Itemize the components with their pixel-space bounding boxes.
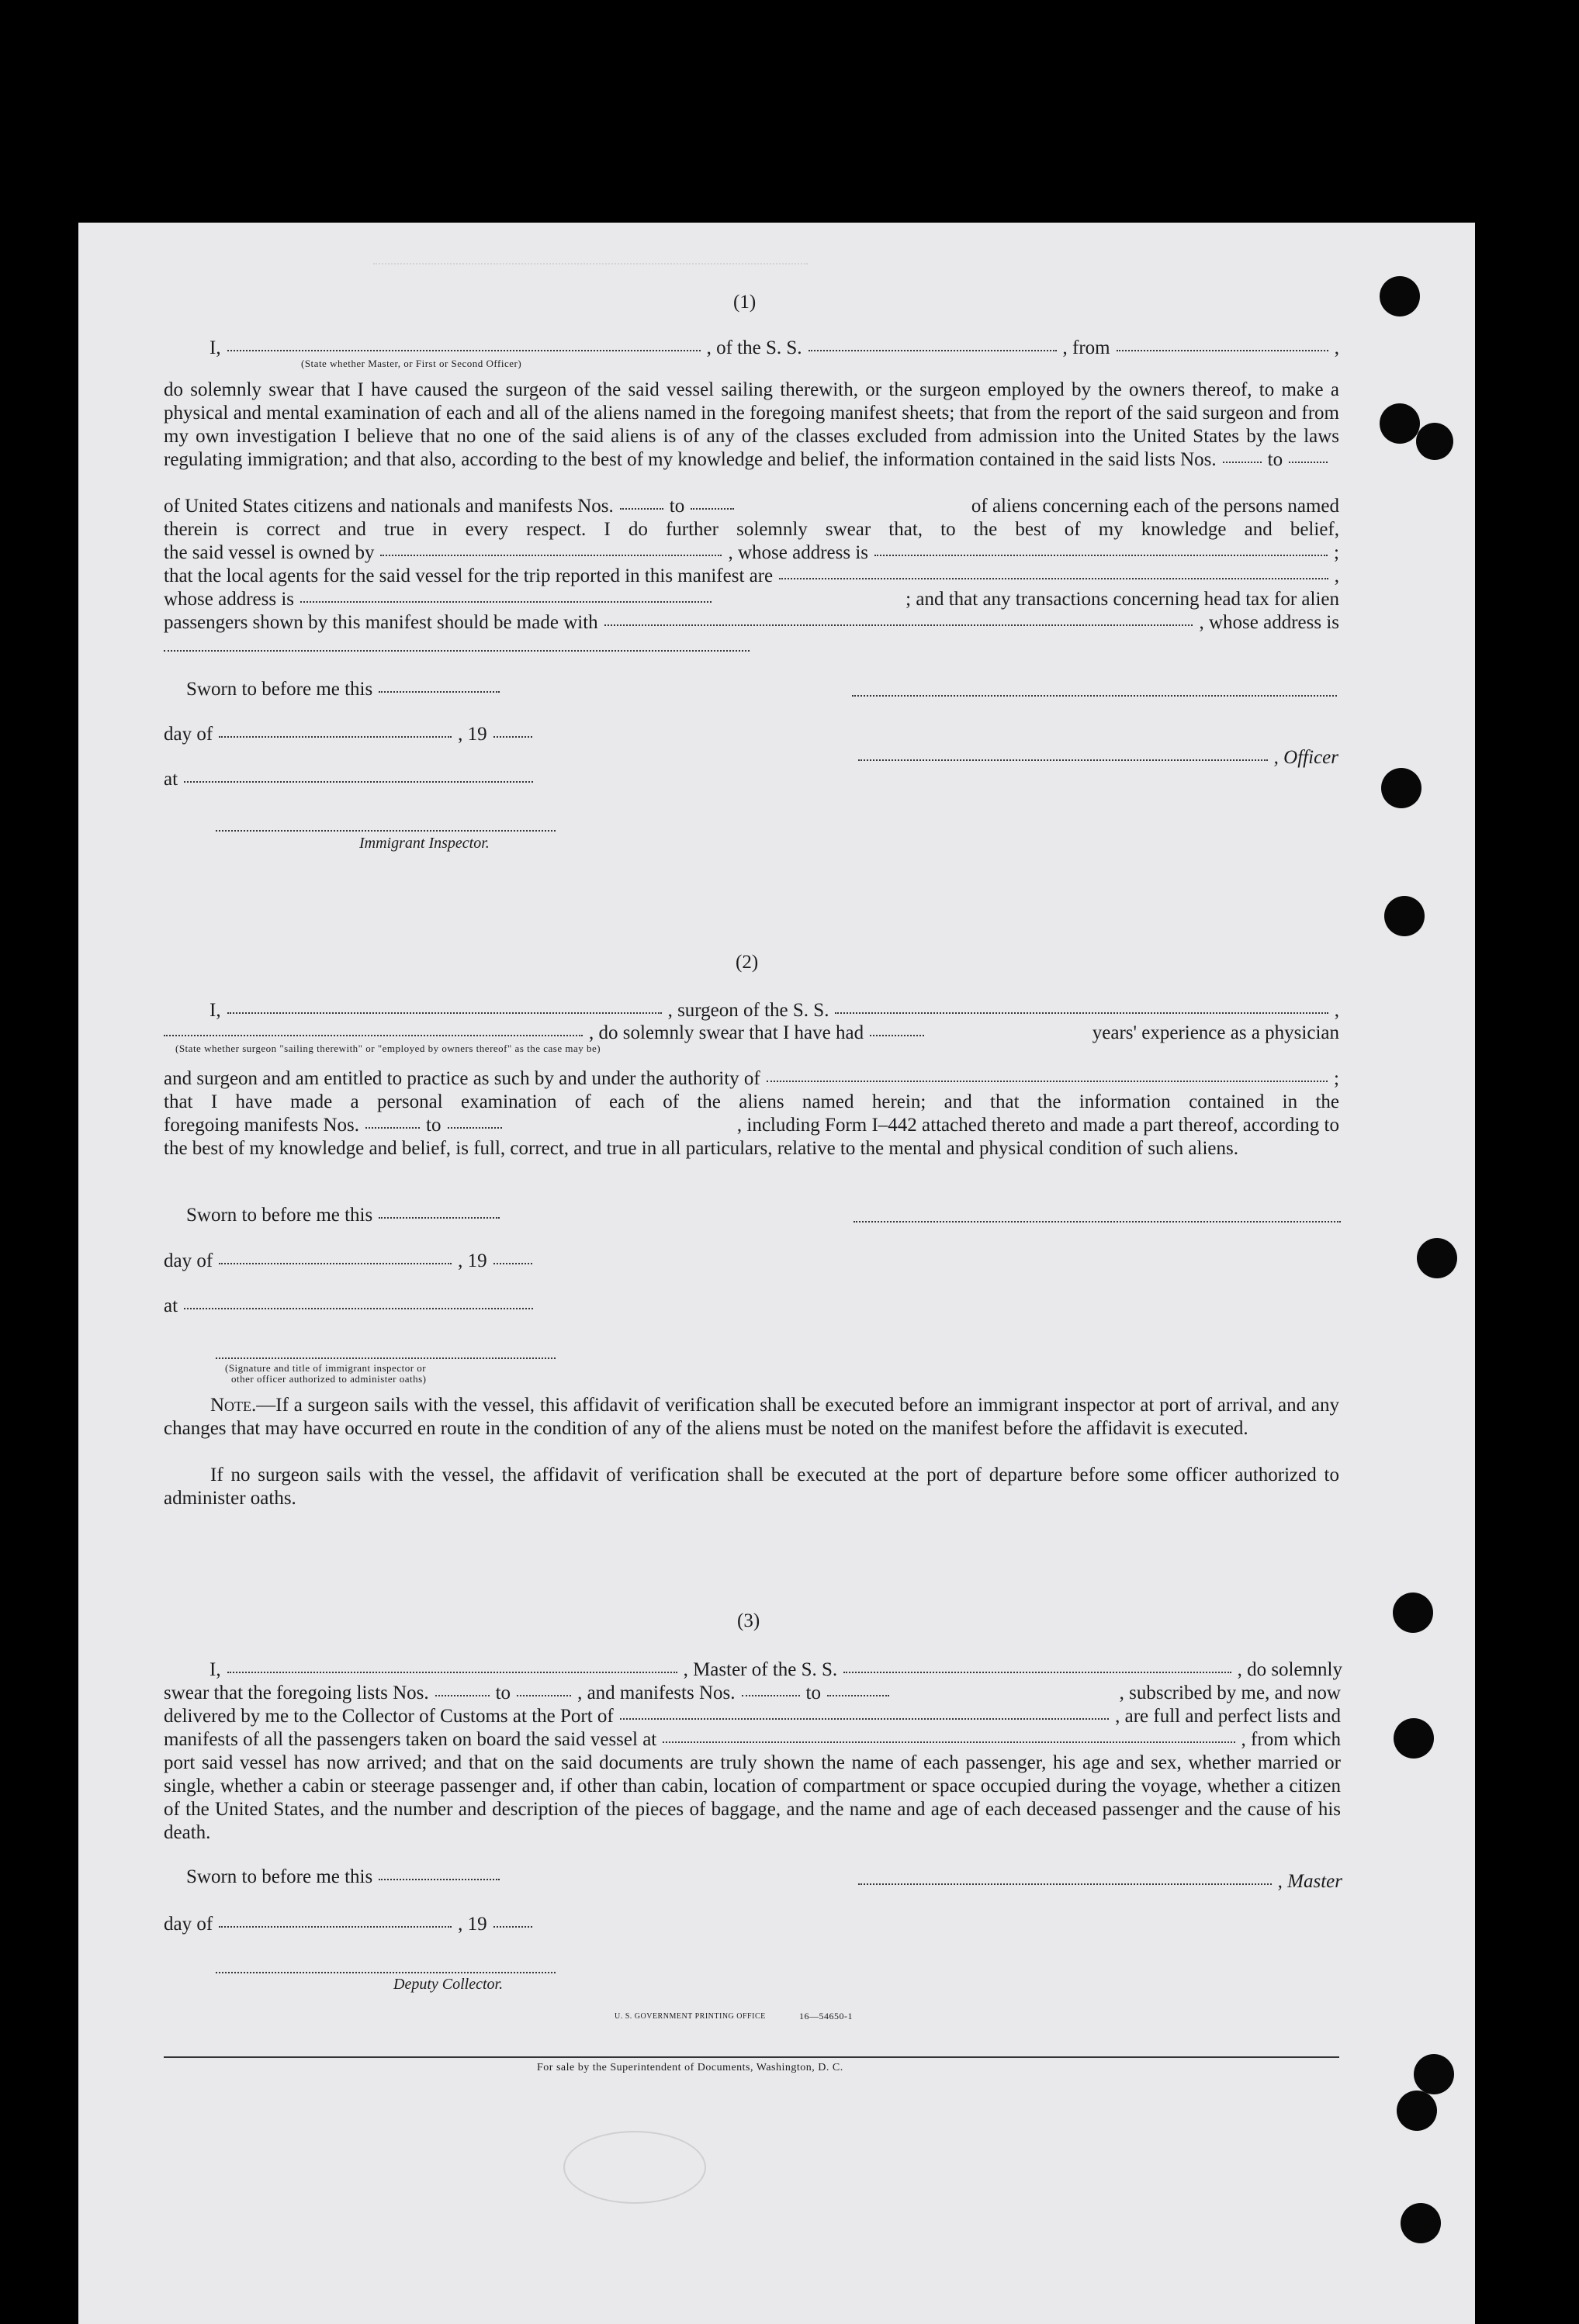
manifests-from-field[interactable]: [742, 1695, 800, 1696]
at-label: at: [164, 769, 178, 790]
surgeon-note-paragraph: [164, 1394, 1339, 1440]
comma: ,: [1334, 565, 1339, 586]
foregoing-label: foregoing manifests Nos.: [164, 1115, 360, 1136]
head-tax-address-field[interactable]: [164, 650, 750, 652]
manifest-from-field[interactable]: [620, 508, 663, 510]
manifest-to-field[interactable]: [691, 508, 734, 510]
years-label: years' experience as a physician: [1092, 1022, 1339, 1043]
signature-note-1: (Signature and title of immigrant inspector or: [225, 1362, 427, 1374]
master-vessel-field[interactable]: [843, 1672, 1231, 1673]
semicolon: ;: [1334, 1068, 1339, 1089]
administering-officer-signature-field[interactable]: [216, 1357, 556, 1359]
whose-address-label: whose address is: [164, 589, 295, 610]
whose-address-label: , whose address is: [1199, 612, 1339, 633]
list-from-field[interactable]: [1223, 462, 1262, 463]
sworn-day-field[interactable]: [379, 691, 500, 693]
solemnly-label: , do solemnly swear that I have had: [589, 1022, 864, 1043]
section-3-number: (3): [737, 1610, 760, 1631]
to-label: to: [805, 1682, 821, 1703]
sworn-day-field[interactable]: [379, 1217, 500, 1219]
years-field[interactable]: [870, 1035, 924, 1036]
note-label: Note.: [210, 1395, 257, 1416]
officer-label: , Officer: [1273, 747, 1338, 768]
sworn-line-1: [186, 678, 506, 701]
semicolon: ;: [1334, 542, 1339, 563]
head-tax-party-field[interactable]: [604, 624, 1193, 626]
month-field[interactable]: [219, 1263, 452, 1264]
local-agents-line: [164, 565, 1339, 588]
surgeon-line: [209, 999, 1339, 1022]
authority-label: and surgeon and am entitled to practice as such by and under the authority of: [164, 1068, 760, 1089]
lists-from-field[interactable]: [435, 1695, 490, 1696]
passengers-shown-label: passengers shown by this manifest should be made with: [164, 612, 598, 633]
binder-hole-icon: [1394, 1718, 1434, 1759]
year-field[interactable]: [493, 736, 532, 738]
section-1-paragraph-a: do solemnly swear that I have caused the surgeon of the said vessel sailing therewith, or the surgeon employed by the owners thereof, to make a physical and mental examination of each and all of the aliens named in the foregoing manifest sheets; that from the report of the said surgeon and from my own investigation I believe that no one of the said aliens is of any of the classes excluded from admission into the United States by the laws regulating immigration; and that also, according to the best of my knowledge and belief, the information contained in the said lists Nos. to: [164, 379, 1339, 470]
owner-field[interactable]: [380, 555, 722, 556]
sworn-line-2: [186, 1204, 506, 1227]
binder-hole-icon: [1380, 403, 1420, 444]
officer-note: (State whether Master, or First or Second Officer): [301, 358, 522, 369]
master-of-label: , Master of the S. S.: [683, 1659, 838, 1680]
section-1-number: (1): [733, 292, 757, 313]
i-label: I,: [209, 337, 221, 358]
section-2-paragraph-a: that I have made a personal examination of each of the aliens named herein; and that the information contained in the: [164, 1091, 1339, 1112]
master-line: [209, 1658, 1342, 1682]
authority-line: [164, 1067, 1339, 1091]
sworn-label: Sworn to before me this: [186, 679, 373, 700]
deputy-caption: Deputy Collector.: [393, 1976, 504, 1993]
passengers-shown-line: [164, 611, 1339, 635]
departure-port-field[interactable]: [663, 1741, 1234, 1743]
surgeon-of-label: , surgeon of the S. S.: [667, 1000, 829, 1021]
local-agents-field[interactable]: [779, 578, 1328, 579]
from-which-label: , from which: [1241, 1729, 1341, 1750]
binder-hole-icon: [1416, 423, 1453, 460]
head-tax-label: ; and that any transactions concerning head tax for alien: [906, 589, 1339, 610]
sworn-label: Sworn to before me this: [186, 1866, 373, 1887]
comma: ,: [1334, 337, 1339, 358]
full-perfect-label: , are full and perfect lists and: [1115, 1706, 1341, 1727]
list-to-field[interactable]: [1289, 462, 1328, 463]
surgeon-note: (State whether surgeon "sailing therewith" or "employed by owners thereof" as the case may be): [175, 1043, 601, 1054]
local-agents-label: that the local agents for the said vessel for the trip reported in this manifest are: [164, 565, 774, 586]
at-line-2: [164, 1295, 539, 1318]
from-label: , from: [1062, 337, 1110, 358]
gpo-imprint: U. S. GOVERNMENT PRINTING OFFICE: [615, 2012, 766, 2021]
and-manifests-label: , and manifests Nos.: [577, 1682, 736, 1703]
authority-field[interactable]: [767, 1081, 1328, 1082]
bleed-through-mark: [373, 263, 808, 280]
binder-hole-icon: [1380, 276, 1420, 316]
at-label: at: [164, 1295, 178, 1316]
to-label: to: [426, 1115, 441, 1136]
vessel-name-field[interactable]: [809, 350, 1057, 351]
swear-lists-label: swear that the foregoing lists Nos.: [164, 1682, 429, 1703]
of-ss-label: , of the S. S.: [706, 337, 802, 358]
manifests-of-all-label: manifests of all the passengers taken on board the said vessel at: [164, 1729, 657, 1750]
master-signature-field[interactable]: [858, 1883, 1272, 1885]
binder-hole-icon: [1397, 2091, 1437, 2131]
day-of-label: day of: [164, 1914, 213, 1935]
binder-hole-icon: [1393, 1593, 1433, 1633]
day-of-label: day of: [164, 1250, 213, 1271]
note-text: —If a surgeon sails with the vessel, this affidavit of verification shall be executed before an immigrant inspector at port of arrival, and any changes that may have occurred en route in the condition of any of the aliens must be noted on the manifest before the affidavit is executed.: [164, 1395, 1339, 1439]
binder-hole-icon: [1414, 2054, 1454, 2094]
month-field[interactable]: [219, 1926, 452, 1928]
at-line-1: [164, 768, 539, 791]
from-port-field[interactable]: [1117, 350, 1328, 351]
year-prefix: , 19: [458, 1914, 487, 1935]
port-field[interactable]: [620, 1718, 1109, 1720]
binder-hole-icon: [1417, 1238, 1457, 1278]
experience-line: [164, 1022, 1339, 1045]
at-place-field[interactable]: [184, 1308, 533, 1309]
section-2-number: (2): [736, 952, 759, 973]
at-place-field[interactable]: [184, 781, 533, 783]
agents-address-line: [164, 588, 1339, 611]
master-name-field[interactable]: [227, 1672, 677, 1673]
year-prefix: , 19: [458, 1250, 487, 1271]
surgeon-name-field[interactable]: [227, 1012, 662, 1014]
binder-hole-icon: [1381, 768, 1421, 808]
agents-address-field[interactable]: [300, 601, 712, 603]
surgeon-type-field[interactable]: [164, 1035, 583, 1036]
section-1-paragraph-b: therein is correct and true in every respect. I do further solemnly swear that, to the best of my knowledge and belief,: [164, 519, 1339, 540]
month-field[interactable]: [219, 736, 452, 738]
sale-notice: For sale by the Superintendent of Documents, Washington, D. C.: [537, 2062, 843, 2073]
form-number: 16—54650-1: [799, 2011, 853, 2021]
to-label: to: [495, 1682, 511, 1703]
sworn-label: Sworn to before me this: [186, 1205, 373, 1226]
delivered-line: [164, 1705, 1341, 1728]
owned-by-label: the said vessel is owned by: [164, 542, 375, 563]
year-prefix: , 19: [458, 724, 487, 745]
no-surgeon-note-paragraph: If no surgeon sails with the vessel, the affidavit of verification shall be executed at the port of departure before some officer authorized to administer oaths.: [164, 1465, 1339, 1509]
binder-hole-icon: [1384, 896, 1425, 936]
taken-on-board-line: [164, 1728, 1341, 1752]
inspector-signature-field[interactable]: [216, 830, 556, 832]
owned-by-line: [164, 541, 1339, 565]
master-label: , Master: [1277, 1871, 1342, 1892]
sworn-day-field[interactable]: [379, 1879, 500, 1880]
sworn-line-3: [186, 1866, 506, 1889]
owner-address-field[interactable]: [874, 555, 1328, 556]
section-1-manifest-line: [164, 495, 1339, 518]
do-solemnly-label: , do solemnly: [1237, 1659, 1342, 1680]
master-signature-line: [852, 1870, 1342, 1893]
us-citizens-label: of United States citizens and nationals and manifests Nos.: [164, 496, 614, 517]
day-of-label: day of: [164, 724, 213, 745]
section-2-paragraph-b: the best of my knowledge and belief, is full, correct, and true in all particulars, relative to the mental and physical condition of such aliens.: [164, 1138, 1238, 1159]
signature-note-2: other officer authorized to administer oaths): [231, 1373, 427, 1385]
whose-address-label: , whose address is: [728, 542, 869, 563]
including-label: , including Form I–442 attached thereto and made a part thereof, according to: [736, 1115, 1339, 1136]
section-1-officer-line: [209, 337, 1339, 360]
officer-name-field[interactable]: [227, 350, 701, 351]
surgeon-signature-field[interactable]: [854, 1221, 1341, 1223]
lists-nos-line: [164, 1682, 1341, 1705]
inspector-caption: Immigrant Inspector.: [359, 835, 490, 852]
faint-stamp-mark: [563, 2131, 706, 2204]
comma: ,: [1334, 1000, 1339, 1021]
aliens-label: of aliens concerning each of the persons named: [971, 496, 1339, 517]
surgeon-vessel-field[interactable]: [835, 1012, 1328, 1014]
lists-to-field[interactable]: [517, 1695, 571, 1696]
year-field[interactable]: [493, 1926, 532, 1928]
day-of-line-3: [164, 1913, 538, 1936]
officer-title-field[interactable]: [858, 759, 1268, 761]
officer-signature-field[interactable]: [852, 695, 1337, 697]
section-3-paragraph: port said vessel has now arrived; and that on the said documents are truly shown the name of each passenger, his age and sex, whether married or single, whether a cabin or steerage passenger and, if other than cabin, location of compartment or space occupied during the voyage, whether a citizen of the United States, and the number and description of the pieces of baggage, and the name and age of each deceased passenger and the cause of his death.: [164, 1752, 1341, 1843]
day-of-line-1: [164, 723, 538, 746]
to-label: to: [669, 496, 685, 517]
foregoing-from-field[interactable]: [365, 1127, 420, 1129]
footer-rule: [164, 2056, 1339, 2058]
officer-title-line: [852, 746, 1338, 769]
i-label: I,: [209, 1000, 221, 1021]
delivered-label: delivered by me to the Collector of Customs at the Port of: [164, 1706, 614, 1727]
manifests-to-field[interactable]: [827, 1695, 889, 1696]
deputy-collector-signature-field[interactable]: [216, 1972, 556, 1973]
day-of-line-2: [164, 1250, 538, 1273]
binder-hole-icon: [1401, 2203, 1441, 2243]
subscribed-label: , subscribed by me, and now: [1119, 1682, 1341, 1703]
foregoing-to-field[interactable]: [448, 1127, 502, 1129]
i-label: I,: [209, 1659, 221, 1680]
foregoing-line: [164, 1114, 1339, 1137]
year-field[interactable]: [493, 1263, 532, 1264]
